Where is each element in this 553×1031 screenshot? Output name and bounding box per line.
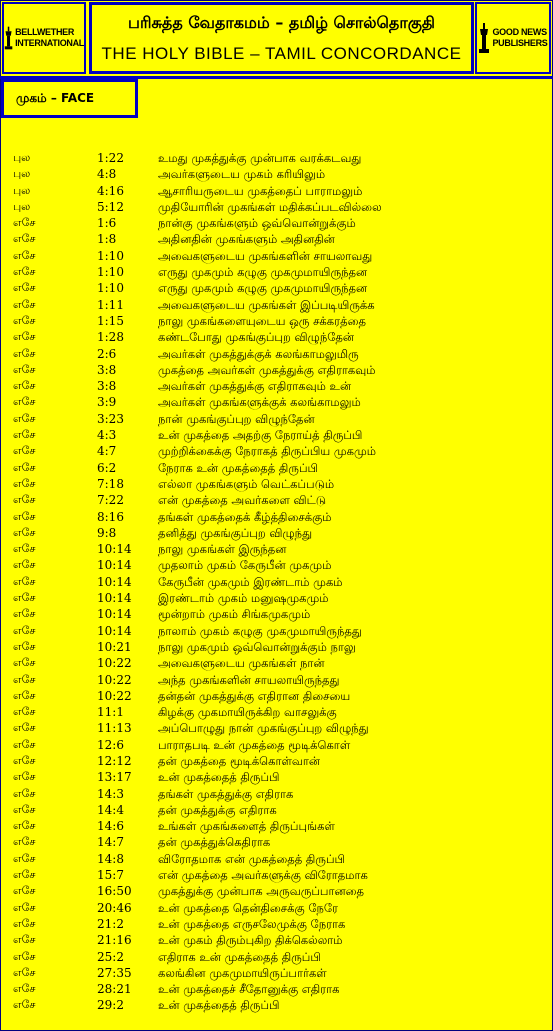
bellwether-logo-line-1: BELLWETHER (15, 27, 75, 37)
list-item (0, 720, 553, 736)
entry-book: எசே (13, 444, 36, 458)
entry-reference: 4:3 (97, 428, 117, 443)
entry-text: தன் முகத்தை மூடிக்கொள்வான் (158, 753, 321, 768)
entry-text: நாலு முகமும் ஒவ்வொன்றுக்கும் நாலு (158, 639, 356, 654)
entry-text: அவர்கள் முகத்துக்குக் கலங்காமலுமிரு (158, 346, 359, 361)
list-item (0, 280, 553, 296)
entry-text: மூன்றாம் முகம் சிங்கமுகமும் (158, 607, 311, 622)
entry-book: எசே (13, 639, 36, 653)
entry-text: எதிராக உன் முகத்தைத் திருப்பி (158, 949, 321, 964)
entry-text: என் முகத்தை அவர்களை விட்டு (158, 493, 326, 508)
header (0, 0, 553, 80)
list-item (0, 443, 553, 459)
entry-book: எசே (13, 802, 36, 816)
entry-reference: 7:22 (97, 493, 124, 508)
list-item (0, 737, 553, 753)
bellwether-logo-text (15, 27, 84, 49)
entry-reference: 7:18 (97, 476, 124, 491)
entry-text: தன் முகத்துக்கு எதிராக (158, 802, 277, 817)
entry-text: தங்கள் முகத்தைக் கீழ்த்திசைக்கும் (158, 509, 332, 524)
entry-text: எருது முகமும் கழுகு முகமுமாயிருந்தன (158, 281, 368, 296)
entry-reference: 10:22 (97, 656, 132, 671)
entry-text: கலங்கின முகமுமாயிருப்பார்கள் (158, 965, 327, 980)
entry-text: முகத்தை அவர்கள் முகத்துக்கு எதிராகவும் (158, 362, 376, 377)
entry-book: எசே (13, 965, 36, 979)
entry-text: அந்த முகங்களின் சாயலாயிருந்தது (158, 672, 340, 687)
entry-book: எசே (13, 607, 36, 621)
entry-book: எசே (13, 982, 36, 996)
entry-book: புல (13, 151, 31, 164)
title-english: THE HOLY BIBLE – TAMIL CONCORDANCE (101, 44, 462, 63)
good-news-logo-line-2: PUBLISHERS (492, 38, 548, 48)
list-item (0, 997, 553, 1013)
entry-text: உன் முகத்தைத் திருப்பி (158, 998, 280, 1013)
lamp-icon (4, 21, 13, 55)
list-item (0, 639, 553, 655)
entry-text: எல்லா முகங்களும் வெட்கப்படும் (158, 476, 335, 491)
list-item (0, 949, 553, 965)
list-item (0, 932, 553, 948)
list-item (0, 606, 553, 622)
entry-book: எசே (13, 819, 36, 833)
list-item (0, 704, 553, 720)
list-item (0, 851, 553, 867)
entry-book: எசே (13, 868, 36, 882)
entry-reference: 2:6 (97, 346, 117, 361)
entry-book: எசே (13, 216, 36, 230)
list-item (0, 769, 553, 785)
entry-text: உன் முகத்தை எருசலேமுக்கு நேராக (158, 916, 346, 931)
entry-text: கண்டபோது முகங்குப்புற விழுந்தேன் (158, 330, 355, 345)
title-tamil: பரிசுத்த வேதாகமம் – தமிழ் சொல்தொகுதி (128, 13, 435, 32)
list-item (0, 476, 553, 492)
entry-text: அவைகளுடைய முகங்கள் நான் (158, 656, 325, 671)
entry-text: முகத்துக்கு முன்பாக அருவருப்பானதை (158, 884, 365, 899)
list-item (0, 378, 553, 394)
entry-reference: 3:8 (97, 362, 117, 377)
list-item (0, 965, 553, 981)
entry-text: கிழக்கு முகமாயிருக்கிற வாசலுக்கு (158, 705, 337, 720)
entry-reference: 3:23 (97, 411, 124, 426)
entry-book: எசே (13, 232, 36, 246)
entry-book: எசே (13, 248, 36, 262)
entry-reference: 1:15 (97, 313, 124, 328)
entry-reference: 10:14 (97, 623, 132, 638)
entry-book: எசே (13, 509, 36, 523)
list-item (0, 541, 553, 557)
entry-reference: 11:1 (97, 705, 124, 720)
entry-reference: 4:7 (97, 444, 117, 459)
entry-reference: 14:4 (97, 802, 124, 817)
entry-book: எசே (13, 900, 36, 914)
entry-text: தன் முகத்துக்கெதிராக (158, 835, 271, 850)
entry-reference: 6:2 (97, 460, 117, 475)
entry-book: எசே (13, 656, 36, 670)
entry-text: உன் முகத்தை அதற்கு நேராய்த் திருப்பி (158, 428, 363, 443)
entry-text: தங்கள் முகத்துக்கு எதிராக (158, 786, 294, 801)
entry-reference: 12:12 (97, 753, 132, 768)
list-item (0, 981, 553, 997)
entry-text: தன்தன் முகத்துக்கு எதிரான திசையை (158, 688, 351, 703)
entry-book: எசே (13, 770, 36, 784)
entry-text: விரோதமாக என் முகத்தைத் திருப்பி (158, 851, 346, 866)
entry-text: அவர்களுடைய முகம் கரியிலும் (158, 167, 326, 182)
list-item (0, 362, 553, 378)
entry-book: எசே (13, 460, 36, 474)
entry-reference: 8:16 (97, 509, 124, 524)
entry-text: பாராதபடி உன் முகத்தை மூடிக்கொள் (158, 737, 351, 752)
list-item (0, 329, 553, 345)
entry-reference: 28:21 (97, 982, 132, 997)
entry-reference: 25:2 (97, 949, 124, 964)
list-item (0, 590, 553, 606)
entry-reference: 1:10 (97, 248, 124, 263)
entry-reference: 12:6 (97, 737, 124, 752)
entry-book: எசே (13, 395, 36, 409)
topic-heading: முகம் – FACE (1, 79, 138, 118)
entry-text: உங்கள் முகங்களைத் திருப்புங்கள் (158, 819, 335, 834)
entry-book: எசே (13, 949, 36, 963)
entry-reference: 1:8 (97, 232, 117, 247)
entry-text: என் முகத்தை அவர்களுக்கு விரோதமாக (158, 868, 368, 883)
entry-text: எருது முகமும் கழுகு முகமுமாயிருந்தன (158, 265, 368, 280)
entry-reference: 1:10 (97, 281, 124, 296)
entry-reference: 3:9 (97, 395, 117, 410)
entry-reference: 1:28 (97, 330, 124, 345)
entry-book: எசே (13, 281, 36, 295)
list-item (0, 492, 553, 508)
list-item (0, 900, 553, 916)
list-item (0, 574, 553, 590)
good-news-logo-line-1: GOOD NEWS (492, 27, 547, 37)
entry-text: அவர்கள் முகங்களுக்குக் கலங்காமலும் (158, 395, 361, 410)
list-item (0, 394, 553, 410)
entry-text: உன் முகத்தைச் சீதோனுக்கு எதிராக (158, 982, 340, 997)
entry-book: எசே (13, 346, 36, 360)
entry-reference: 14:6 (97, 819, 124, 834)
entry-reference: 10:14 (97, 542, 132, 557)
entry-reference: 10:21 (97, 639, 132, 654)
entry-book: எசே (13, 428, 36, 442)
entry-book: எசே (13, 737, 36, 751)
entry-reference: 20:46 (97, 900, 132, 915)
entry-text: நேராக உன் முகத்தைத் திருப்பி (158, 460, 319, 475)
entry-reference: 14:3 (97, 786, 124, 801)
list-item (0, 818, 553, 834)
entry-reference: 13:17 (97, 770, 132, 785)
entry-reference: 4:8 (97, 167, 117, 182)
entry-text: தனித்து முகங்குப்புற விழுந்து (158, 525, 313, 540)
entry-book: எசே (13, 998, 36, 1012)
entry-book: எசே (13, 753, 36, 767)
entry-book: எசே (13, 330, 36, 344)
entry-reference: 1:10 (97, 265, 124, 280)
list-item (0, 834, 553, 850)
list-item (0, 346, 553, 362)
entry-book: எசே (13, 884, 36, 898)
entry-reference: 14:8 (97, 851, 124, 866)
entry-text: அவைகளுடைய முகங்களின் சாயலாவது (158, 248, 373, 263)
entry-reference: 15:7 (97, 868, 124, 883)
entry-text: அவர்கள் முகத்துக்கு எதிராகவும் உன் (158, 379, 352, 394)
entry-text: ஆசாரியருடைய முகத்தைப் பாராமலும் (158, 183, 363, 198)
list-item (0, 427, 553, 443)
entry-text: முதலாம் முகம் கேருபீன் முகமும் (158, 558, 332, 573)
entry-book: எசே (13, 379, 36, 393)
entry-book: எசே (13, 916, 36, 930)
entry-book: எசே (13, 525, 36, 539)
entry-reference: 14:7 (97, 835, 124, 850)
entry-reference: 1:11 (97, 297, 124, 312)
entry-reference: 10:14 (97, 591, 132, 606)
entry-text: அதினதின் முகங்களும் அதினதின் (158, 232, 335, 247)
entry-book: எசே (13, 493, 36, 507)
entry-reference: 21:16 (97, 933, 132, 948)
entry-book: எசே (13, 786, 36, 800)
entry-book: புல (13, 183, 31, 197)
entry-book: எசே (13, 721, 36, 735)
entry-text: அப்பொழுது நான் முகங்குப்புற விழுந்து (158, 721, 369, 736)
list-item (0, 753, 553, 769)
bellwether-logo (2, 2, 86, 74)
list-item (0, 411, 553, 427)
list-item (0, 802, 553, 818)
entry-book: எசே (13, 933, 36, 947)
entry-book: எசே (13, 265, 36, 279)
entry-reference: 27:35 (97, 965, 132, 980)
bellwether-logo-line-2: INTERNATIONAL (15, 38, 84, 48)
entry-reference: 16:50 (97, 884, 132, 899)
entry-book: எசே (13, 411, 36, 425)
entry-reference: 9:8 (97, 525, 117, 540)
entry-text: இரண்டாம் முகம் மனுஷமுகமும் (158, 591, 329, 606)
entry-book: எசே (13, 851, 36, 865)
list-item (0, 166, 553, 182)
entry-book: எசே (13, 313, 36, 327)
list-item (0, 672, 553, 688)
entry-text: உன் முகத்தை தென்திசைக்கு நேரே (158, 900, 338, 915)
entry-text: நாலாம் முகம் கழுகு முகமுமாயிருந்தது (158, 623, 362, 638)
entry-reference: 10:14 (97, 574, 132, 589)
list-item (0, 623, 553, 639)
entry-book: எசே (13, 574, 36, 588)
title-box (89, 2, 474, 74)
list-item (0, 264, 553, 280)
list-item (0, 867, 553, 883)
entry-book: எசே (13, 297, 36, 311)
entry-reference: 1:22 (97, 151, 124, 165)
list-item (0, 199, 553, 215)
entry-book: எசே (13, 705, 36, 719)
list-item (0, 883, 553, 899)
entry-book: எசே (13, 558, 36, 572)
list-item (0, 655, 553, 671)
list-item (0, 557, 553, 573)
entry-book: எசே (13, 688, 36, 702)
entry-text: உமது முகத்துக்கு முன்பாக வரக்கடவது (158, 151, 362, 165)
list-item (0, 460, 553, 476)
entry-text: உன் முகத்தைத் திருப்பி (158, 770, 280, 785)
entry-reference: 5:12 (97, 199, 124, 214)
good-news-logo-text (492, 27, 547, 49)
good-news-logo (475, 2, 551, 74)
list-item (0, 525, 553, 541)
entry-reference: 4:16 (97, 183, 124, 198)
entry-text: நாலு முகங்கள் இருந்தன (158, 542, 287, 557)
entry-book: எசே (13, 623, 36, 637)
list-item (0, 688, 553, 704)
entry-text: உன் முகம் திரும்புகிற திக்கெல்லாம் (158, 933, 343, 948)
entry-reference: 3:8 (97, 379, 117, 394)
entry-text: நான் முகங்குப்புற விழுந்தேன் (158, 411, 315, 426)
entry-reference: 10:22 (97, 672, 132, 687)
list-item (0, 916, 553, 932)
entry-reference: 10:14 (97, 558, 132, 573)
list-item (0, 215, 553, 231)
entry-book: எசே (13, 591, 36, 605)
entry-text: கேருபீன் முகமும் இரண்டாம் முகம் (158, 574, 343, 589)
entry-reference: 29:2 (97, 998, 124, 1013)
list-item (0, 150, 553, 166)
entry-book: எசே (13, 476, 36, 490)
entry-book: எசே (13, 542, 36, 556)
list-item (0, 313, 553, 329)
list-item (0, 248, 553, 264)
entry-text: அவைகளுடைய முகங்கள் இப்படியிருக்க (158, 297, 375, 312)
entry-reference: 21:2 (97, 916, 124, 931)
entry-reference: 10:22 (97, 688, 132, 703)
entry-book: புல (13, 199, 31, 213)
list-item (0, 297, 553, 313)
entry-text: முதியோரின் முகங்கள் மதிக்கப்படவில்லை (158, 199, 382, 214)
entry-text: முற்றிக்கைக்கு நேராகத் திருப்பிய முகமும் (158, 444, 377, 459)
list-item (0, 786, 553, 802)
entry-book: எசே (13, 835, 36, 849)
lamp-icon (478, 21, 490, 55)
list-item (0, 231, 553, 247)
entry-book: எசே (13, 672, 36, 686)
entry-text: நான்கு முகங்களும் ஒவ்வொன்றுக்கும் (158, 216, 356, 231)
entry-text: நாலு முகங்களையுடைய ஒரு சக்கரத்தை (158, 313, 366, 328)
entry-reference: 11:13 (97, 721, 132, 736)
list-item (0, 183, 553, 199)
entry-reference: 10:14 (97, 607, 132, 622)
concordance-entries (0, 150, 553, 1014)
entry-book: எசே (13, 362, 36, 376)
list-item (0, 509, 553, 525)
entry-book: புல (13, 167, 31, 181)
entry-reference: 1:6 (97, 216, 117, 231)
